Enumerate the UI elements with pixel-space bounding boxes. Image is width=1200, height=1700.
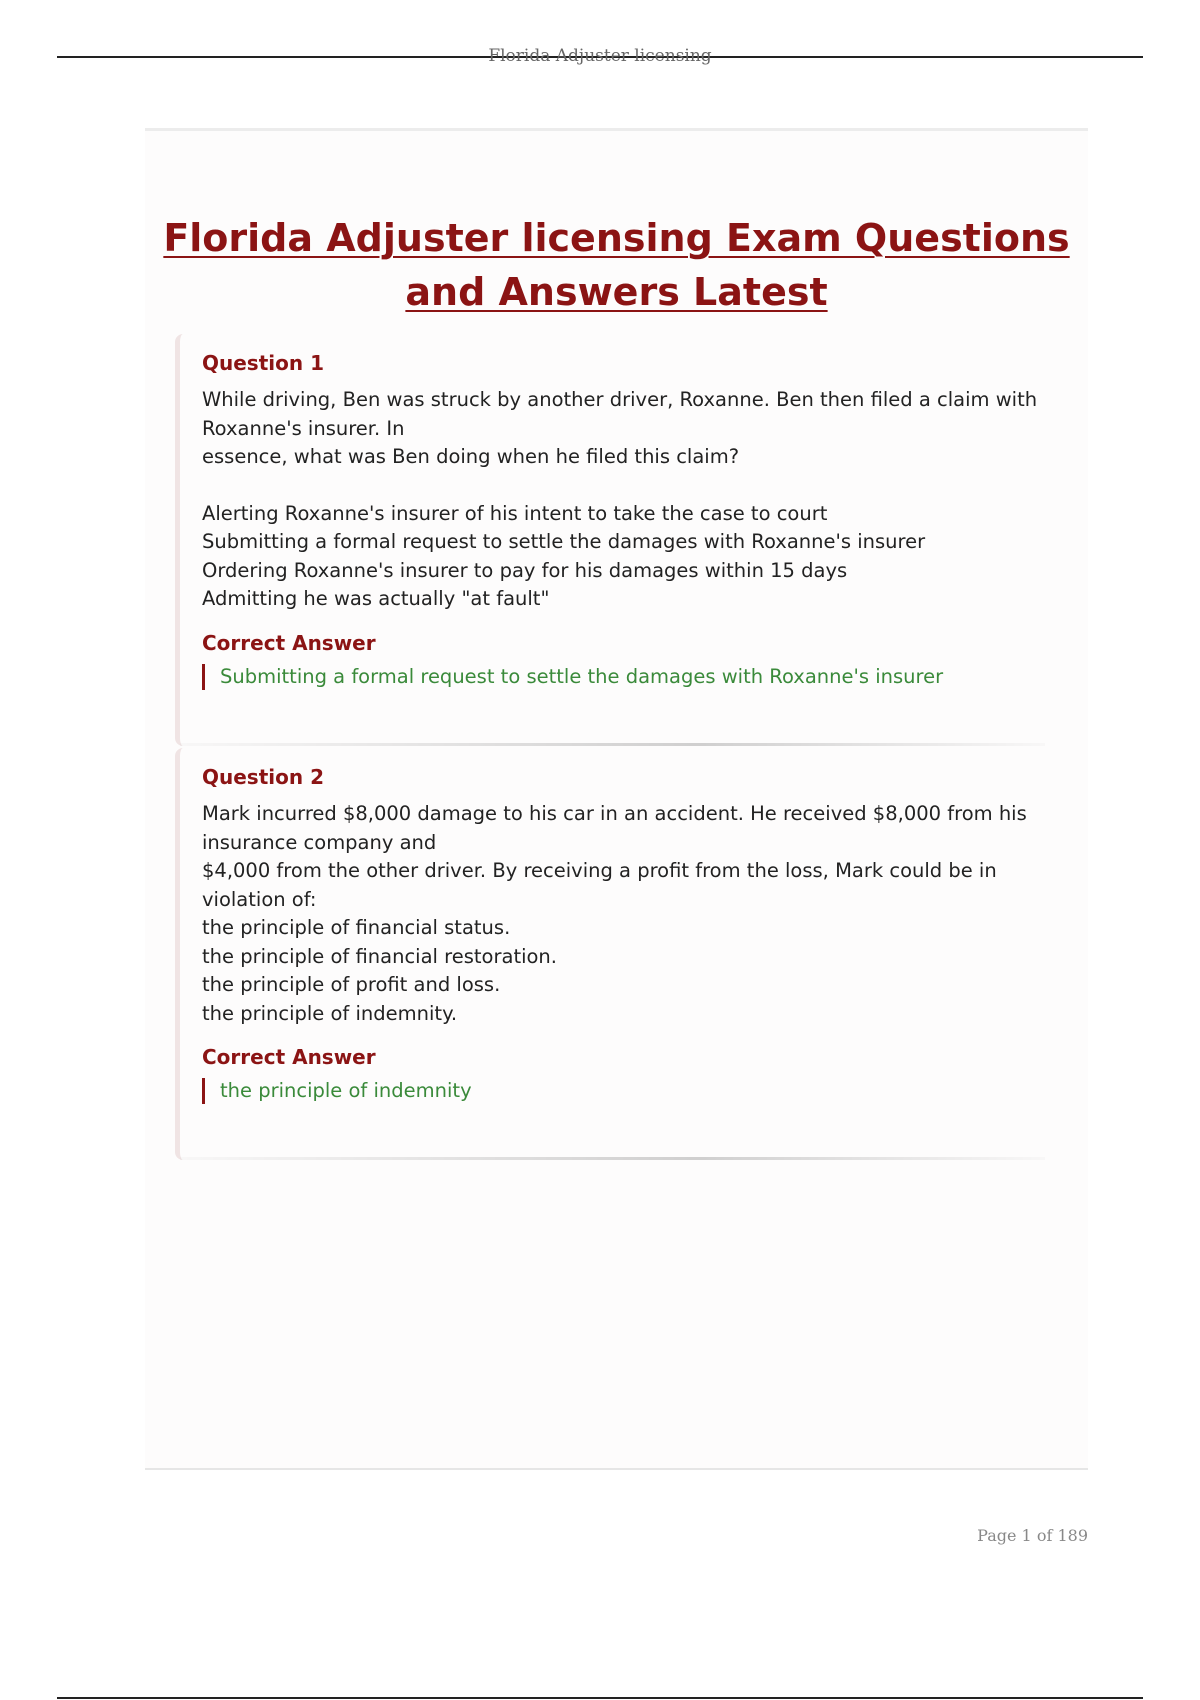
footer-rule <box>57 1697 1143 1699</box>
option-item: the principle of financial status. <box>202 916 511 939</box>
question-heading: Question 1 <box>202 351 324 375</box>
option-item: Submitting a formal request to settle the damages with Roxanne's insurer <box>202 530 926 553</box>
option-item: Alerting Roxanne's insurer of his intent to take the case to court <box>202 501 828 525</box>
correct-answer-heading: Correct Answer <box>202 1045 376 1069</box>
option-item: the principle of profit and loss. <box>202 973 501 996</box>
correct-answer-text: Submitting a formal request to settle the damages with Roxanne's insurer <box>202 664 1045 690</box>
question-text: While driving, Ben was struck by another driver, Roxanne. Ben then filed a claim with Roxanne's insurer. In essence, what was Ben doing when he filed this claim? <box>202 388 1038 468</box>
spacer <box>202 472 1045 500</box>
correct-answer-heading: Correct Answer <box>202 630 376 655</box>
question-text: Mark incurred $8,000 damage to his car in an accident. He received $8,000 from his insurance company and $4,000 from the other driver. By receiving a profit from the loss, Mark could be in violation of: <box>202 802 1027 911</box>
document-title: Florida Adjuster licensing Exam Questions and Answers Latest <box>163 216 1070 314</box>
correct-answer-text: the principle of indemnity <box>202 1078 1045 1104</box>
answer-options <box>202 914 1045 1028</box>
answer-options <box>202 500 1045 614</box>
option-item: Admitting he was actually "at fault" <box>202 587 550 610</box>
page-number: Page 1 of 189 <box>977 1526 1088 1545</box>
option-item: the principle of indemnity. <box>202 1001 458 1025</box>
question-heading: Question 2 <box>202 765 324 789</box>
question-card-1 <box>175 334 1045 746</box>
page-card <box>145 128 1088 1470</box>
option-item: Ordering Roxanne's insurer to pay for his damages within 15 days <box>202 558 848 582</box>
question-card-2 <box>175 748 1045 1160</box>
option-item: the principle of financial restoration. <box>202 944 557 968</box>
running-header: Florida Adjuster licensing <box>488 46 712 66</box>
